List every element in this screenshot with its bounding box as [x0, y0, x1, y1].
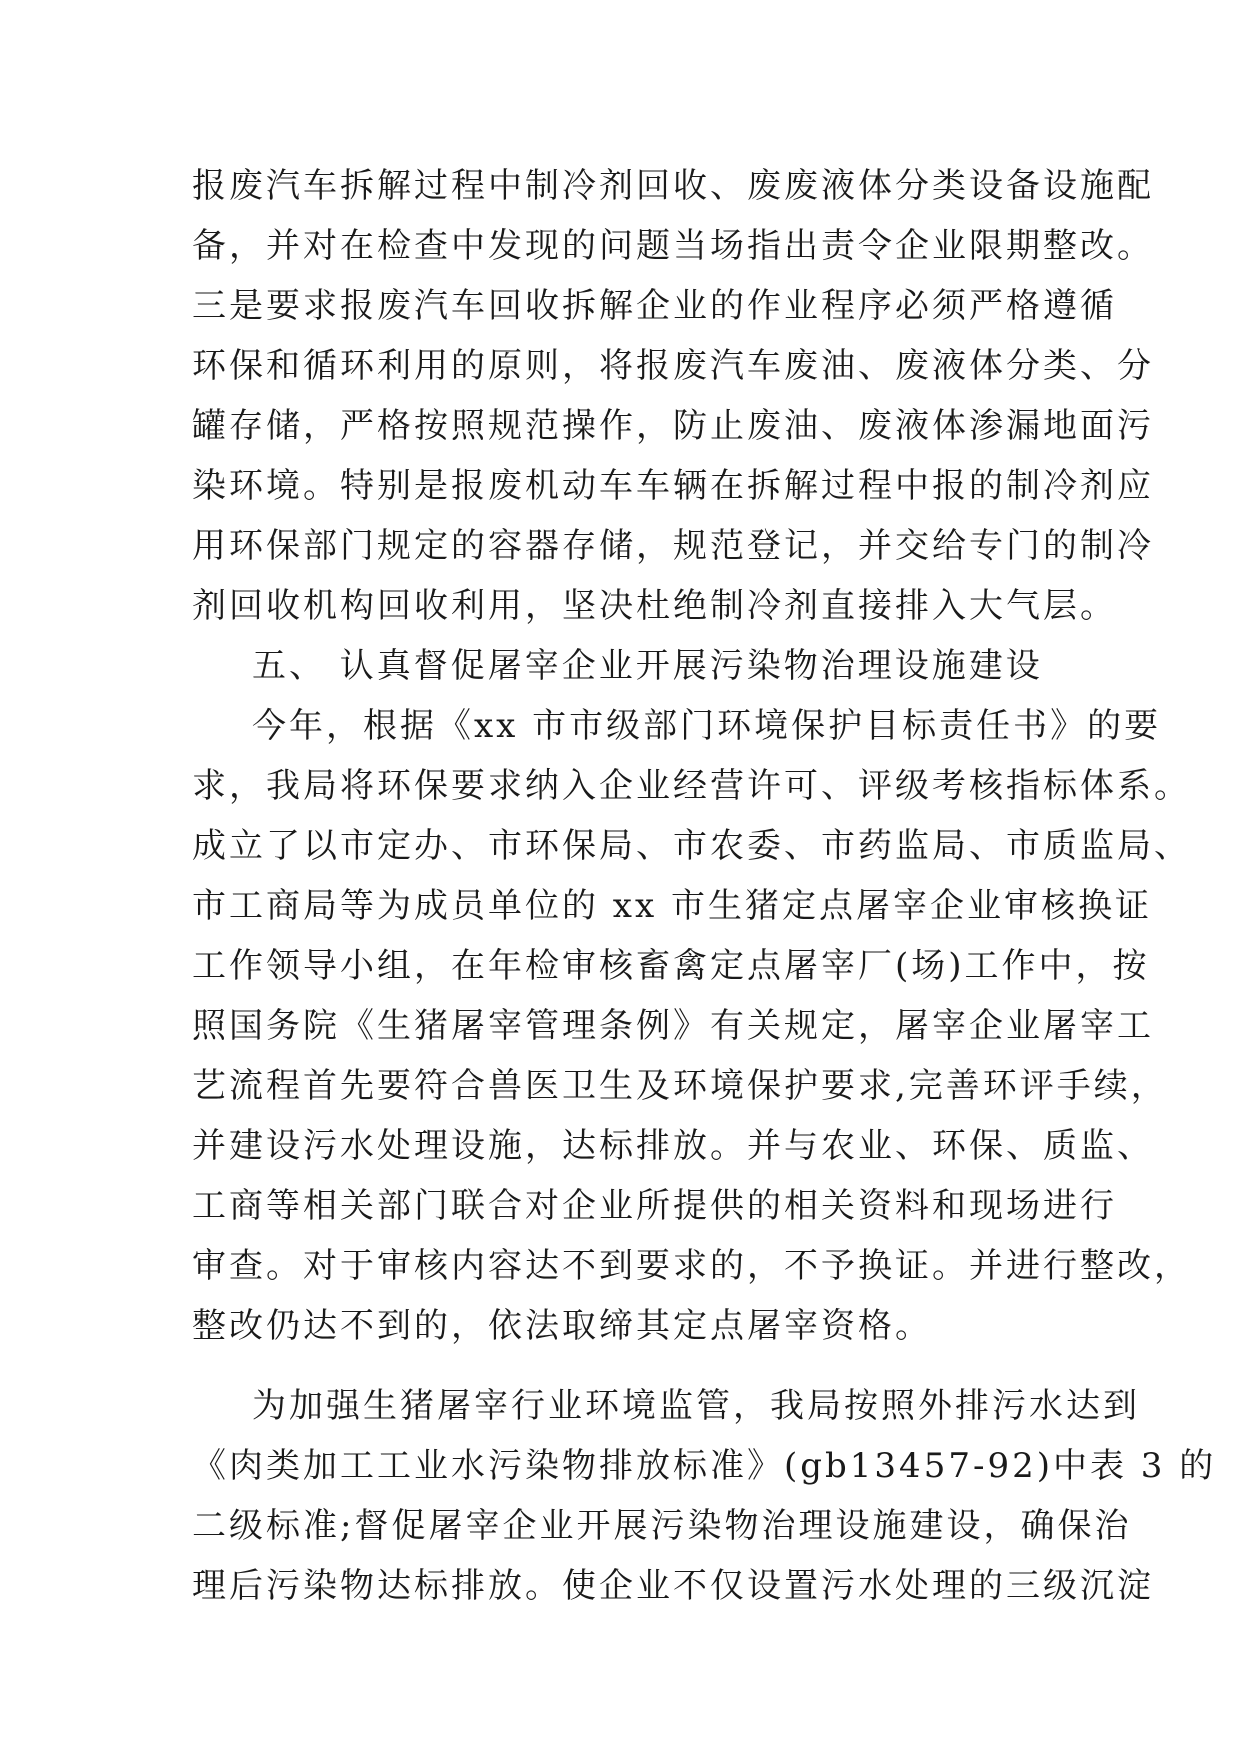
body-line: 整改仍达不到的，依法取缔其定点屠宰资格。: [192, 1306, 932, 1346]
section-heading: 五、 认真督促屠宰企业开展污染物治理设施建设: [252, 646, 1043, 686]
body-line: 求，我局将环保要求纳入企业经营许可、评级考核指标体系。: [192, 766, 1191, 806]
body-line: 染环境。特别是报废机动车车辆在拆解过程中报的制冷剂应: [192, 466, 1154, 506]
body-line: 市工商局等为成员单位的 xx 市生猪定点屠宰企业审核换证: [192, 886, 1152, 926]
body-line: 报废汽车拆解过程中制冷剂回收、废废液体分类设备设施配: [192, 166, 1154, 206]
body-line: 并建设污水处理设施，达标排放。并与农业、环保、质监、: [192, 1126, 1154, 1166]
body-line: 剂回收机构回收利用，坚决杜绝制冷剂直接排入大气层。: [192, 586, 1117, 626]
body-line: 照国务院《生猪屠宰管理条例》有关规定，屠宰企业屠宰工: [192, 1006, 1154, 1046]
body-line: 艺流程首先要符合兽医卫生及环境保护要求,完善环评手续，: [192, 1066, 1168, 1106]
body-line: 二级标准;督促屠宰企业开展污染物治理设施建设，确保治: [192, 1506, 1132, 1546]
body-line: 用环保部门规定的容器存储，规范登记，并交给专门的制冷: [192, 526, 1154, 566]
body-line: 理后污染物达标排放。使企业不仅设置污水处理的三级沉淀: [192, 1566, 1154, 1606]
body-line: 三是要求报废汽车回收拆解企业的作业程序必须严格遵循: [192, 286, 1117, 326]
body-line: 工作领导小组，在年检审核畜禽定点屠宰厂(场)工作中，按: [192, 946, 1150, 986]
body-line: 成立了以市定办、市环保局、市农委、市药监局、市质监局、: [192, 826, 1191, 866]
body-line: 罐存储，严格按照规范操作，防止废油、废液体渗漏地面污: [192, 406, 1154, 446]
body-line: 工商等相关部门联合对企业所提供的相关资料和现场进行: [192, 1186, 1117, 1226]
body-line: 审查。对于审核内容达不到要求的，不予换证。并进行整改，: [192, 1246, 1191, 1286]
body-line: 为加强生猪屠宰行业环境监管，我局按照外排污水达到: [252, 1386, 1140, 1426]
body-line: 《肉类加工工业水污染物排放标准》(gb13457-92)中表 3 的: [192, 1446, 1217, 1486]
body-line: 环保和循环利用的原则，将报废汽车废油、废液体分类、分: [192, 346, 1154, 386]
body-line: 今年，根据《xx 市市级部门环境保护目标责任书》的要: [252, 706, 1162, 746]
body-line: 备，并对在检查中发现的问题当场指出责令企业限期整改。: [192, 226, 1154, 266]
